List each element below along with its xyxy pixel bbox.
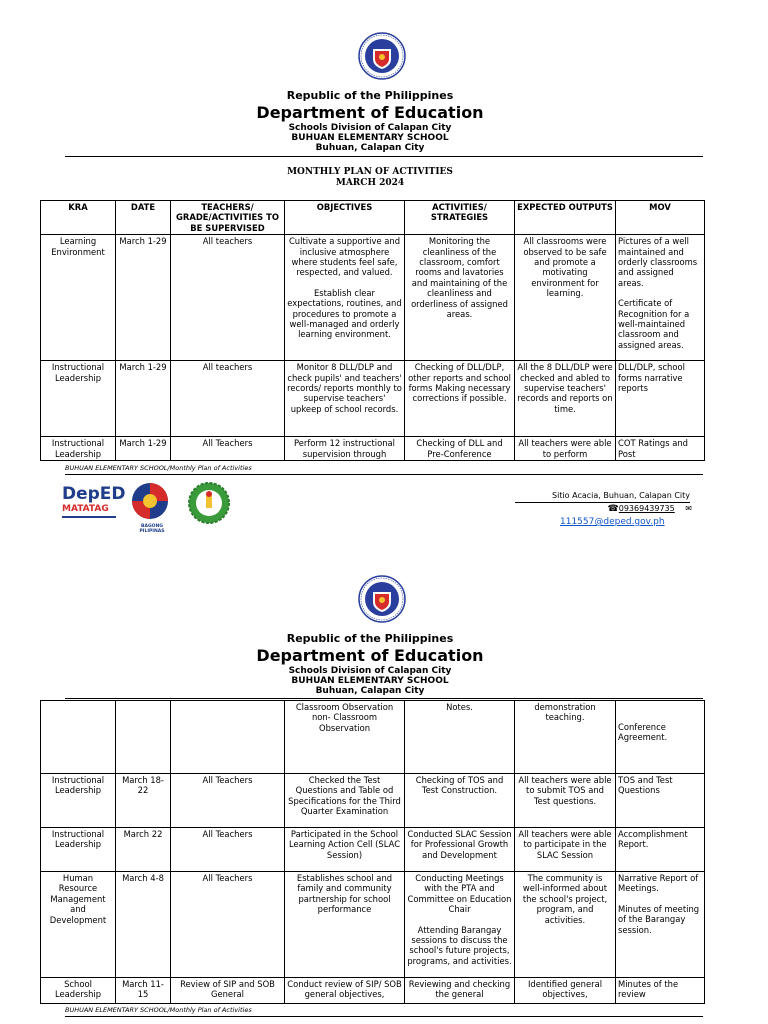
cell-paragraph: COT Ratings and Post xyxy=(618,438,689,459)
department-heading: Department of Education xyxy=(256,103,484,122)
cell-paragraph: Checked the Test Questions and Table od Specifications for the Third Quarter Examination xyxy=(288,775,401,817)
cell-paragraph xyxy=(618,702,702,712)
footer-phone-line xyxy=(470,504,692,514)
cell-activities xyxy=(405,872,515,978)
plan-title: MONTHLY PLAN OF ACTIVITIES xyxy=(287,167,453,177)
cell-paragraph: Identified general objectives, xyxy=(527,979,603,1000)
cell-paragraph: TOS and Test Questions xyxy=(618,775,673,796)
cell-activities xyxy=(405,978,515,1004)
cell-paragraph: All teachers were able to perform xyxy=(518,438,612,459)
table-row xyxy=(41,235,705,361)
plan-table-page-1 xyxy=(40,200,705,461)
cell-kra: School Leadership xyxy=(41,978,116,1004)
cell-date: March 1-29 xyxy=(116,361,171,437)
footer-doc-title: BUHUAN ELEMENTARY SCHOOL/Monthly Plan of Activities xyxy=(65,464,252,472)
cell-paragraph: Conducting Meetings with the PTA and Committee on Education Chair xyxy=(407,873,512,915)
cell-outputs xyxy=(515,872,616,978)
cell-paragraph: Classroom Observation non- Classroom Observation xyxy=(295,702,394,733)
cell-paragraph: Perform 12 instructional supervision through xyxy=(294,438,395,459)
cell-date: March 4-8 xyxy=(116,872,171,978)
deped-seal-icon xyxy=(358,32,406,80)
cell-paragraph: All classrooms were observed to be safe and promote a motivating environment for learning. xyxy=(523,236,607,299)
table-row xyxy=(41,774,705,828)
footer-rule xyxy=(65,1016,703,1017)
header-activities: ACTIVITIES/ STRATEGIES xyxy=(405,201,515,235)
cell-date xyxy=(116,701,171,774)
footer-address: Sitio Acacia, Buhuan, Calapan City xyxy=(552,491,690,500)
phone-icon: ☎ xyxy=(607,504,619,514)
bagong-pilipinas-icon xyxy=(128,482,172,520)
table-body-page-1 xyxy=(41,235,705,461)
cell-teachers xyxy=(171,701,285,774)
cell-teachers: All teachers xyxy=(171,235,285,361)
cell-teachers: All Teachers xyxy=(171,872,285,978)
cell-mov xyxy=(616,828,705,872)
table-row xyxy=(41,361,705,437)
header-objectives: OBJECTIVES xyxy=(285,201,405,235)
cell-outputs xyxy=(515,978,616,1004)
cell-date: March 18-22 xyxy=(116,774,171,828)
cell-mov xyxy=(616,872,705,978)
header-rule xyxy=(65,698,703,699)
division-heading: Schools Division of Calapan City xyxy=(288,666,452,676)
cell-paragraph: Minutes of the review xyxy=(618,979,679,1000)
cell-outputs xyxy=(515,361,616,437)
cell-teachers: All teachers xyxy=(171,361,285,437)
table-row xyxy=(41,978,705,1004)
bagong-pilipinas-logo xyxy=(128,482,176,534)
header-kra: KRA xyxy=(41,201,116,235)
cell-kra xyxy=(41,701,116,774)
cell-outputs xyxy=(515,701,616,774)
school-heading: BUHUAN ELEMENTARY SCHOOL xyxy=(291,133,449,143)
cell-paragraph: Monitor 8 DLL/DLP and check pupils' and teachers' records/ reports monthly to supervise teachers' upkeep of school records. xyxy=(287,362,402,414)
table-row xyxy=(41,437,705,461)
school-logo-icon xyxy=(186,482,232,524)
cell-paragraph: Establish clear expectations, routines, and procedures to promote a well-managed and orderly learning environment. xyxy=(287,287,402,340)
cell-paragraph: Certificate of Recognition for a well-maintained classroom and assigned areas. xyxy=(618,298,690,350)
cell-mov xyxy=(616,437,705,461)
cell-paragraph: Conducted SLAC Session for Professional Growth and Development xyxy=(407,829,512,860)
cell-mov xyxy=(616,235,705,361)
plan-month: MARCH 2024 xyxy=(335,178,405,188)
cell-kra: Human Resource Management and Development xyxy=(41,872,116,978)
plan-table-page-2 xyxy=(40,700,705,1004)
cell-paragraph: Conference Agreement. xyxy=(618,722,668,743)
cell-paragraph: Cultivate a supportive and inclusive atmosphere where students feel safe, respected, and valued. xyxy=(288,236,401,278)
cell-kra: Learning Environment xyxy=(41,235,116,361)
table-row xyxy=(41,872,705,978)
header-mov: MOV xyxy=(616,201,705,235)
cell-activities xyxy=(405,774,515,828)
republic-heading: Republic of the Philippines xyxy=(286,632,454,645)
cell-outputs xyxy=(515,235,616,361)
division-heading: Schools Division of Calapan City xyxy=(288,123,452,133)
header-outputs: EXPECTED OUTPUTS xyxy=(515,201,616,235)
cell-teachers: All Teachers xyxy=(171,437,285,461)
cell-objectives xyxy=(285,701,405,774)
cell-paragraph: Pictures of a well maintained and orderly classrooms and assigned areas. xyxy=(618,236,698,288)
cell-paragraph: Minutes of meeting of the Barangay session. xyxy=(618,903,700,935)
cell-mov xyxy=(616,361,705,437)
cell-outputs xyxy=(515,774,616,828)
cell-mov xyxy=(616,978,705,1004)
address-heading: Buhuan, Calapan City xyxy=(315,686,425,696)
deped-matatag-logo xyxy=(62,484,124,526)
cell-paragraph: Attending Barangay sessions to discuss the school's future projects, programs, and activities. xyxy=(407,924,512,966)
deped-seal-icon xyxy=(358,575,406,623)
footer-email[interactable]: 111557@deped.gov.ph xyxy=(560,517,665,527)
cell-activities xyxy=(405,828,515,872)
cell-date: March 11-15 xyxy=(116,978,171,1004)
cell-paragraph: Accomplishment Report. xyxy=(618,829,688,850)
cell-objectives xyxy=(285,235,405,361)
cell-paragraph: Narrative Report of Meetings. xyxy=(618,873,699,894)
cell-paragraph: demonstration teaching. xyxy=(534,702,596,723)
table-header-row xyxy=(41,201,705,235)
school-heading: BUHUAN ELEMENTARY SCHOOL xyxy=(291,676,449,686)
cell-objectives xyxy=(285,978,405,1004)
cell-objectives xyxy=(285,872,405,978)
cell-paragraph: All teachers were able to submit TOS and Test questions. xyxy=(518,775,612,806)
cell-teachers: All Teachers xyxy=(171,774,285,828)
cell-objectives xyxy=(285,774,405,828)
header-date: DATE xyxy=(116,201,171,235)
footer-phone: 09369439735 xyxy=(618,504,675,513)
cell-objectives xyxy=(285,361,405,437)
deped-logo-text: DepED xyxy=(62,484,126,504)
cell-activities xyxy=(405,701,515,774)
cell-paragraph: Establishes school and family and community partnership for school performance xyxy=(296,873,393,915)
matatag-logo-text: MATATAG xyxy=(62,504,109,514)
cell-teachers: Review of SIP and SOB General xyxy=(171,978,285,1004)
cell-mov xyxy=(616,774,705,828)
cell-paragraph: Participated in the School Learning Action Cell (SLAC Session) xyxy=(288,829,401,860)
cell-outputs xyxy=(515,828,616,872)
cell-paragraph: Checking of TOS and Test Construction. xyxy=(415,775,504,796)
cell-objectives xyxy=(285,437,405,461)
table-row xyxy=(41,701,705,774)
cell-outputs xyxy=(515,437,616,461)
cell-date: March 1-29 xyxy=(116,437,171,461)
cell-activities xyxy=(405,437,515,461)
mail-icon: ✉ xyxy=(685,504,692,513)
department-heading: Department of Education xyxy=(256,646,484,665)
table-body-page-2 xyxy=(41,701,705,1004)
cell-paragraph: All the 8 DLL/DLP were checked and abled to supervise teachers' records and reports on time. xyxy=(517,362,613,414)
bagong-pilipinas-text: BAGONG PILIPINAS xyxy=(139,524,165,534)
header-rule xyxy=(65,156,703,157)
cell-mov xyxy=(616,701,705,774)
cell-activities xyxy=(405,361,515,437)
cell-kra: Instructional Leadership xyxy=(41,828,116,872)
cell-paragraph: Checking of DLL/DLP, other reports and school forms Making necessary corrections if possible. xyxy=(408,362,511,404)
cell-paragraph: Monitoring the cleanliness of the classroom, comfort rooms and lavatories and maintaining of the cleanliness and orderliness of assigned areas. xyxy=(411,236,508,320)
cell-paragraph: All teachers were able to participate in the SLAC Session xyxy=(518,829,612,860)
footer-doc-title: BUHUAN ELEMENTARY SCHOOL/Monthly Plan of Activities xyxy=(65,1006,252,1014)
cell-kra: Instructional Leadership xyxy=(41,361,116,437)
cell-paragraph: DLL/DLP, school forms narrative reports xyxy=(618,362,685,394)
cell-activities xyxy=(405,235,515,361)
cell-date: March 22 xyxy=(116,828,171,872)
cell-paragraph: The community is well-informed about the school's project, program, and activities. xyxy=(522,873,608,925)
table-row xyxy=(41,828,705,872)
cell-kra: Instructional Leadership xyxy=(41,774,116,828)
header-teachers: TEACHERS/ GRADE/ACTIVITIES TO BE SUPERVISED xyxy=(171,201,285,235)
cell-objectives xyxy=(285,828,405,872)
cell-paragraph: Reviewing and checking the general xyxy=(408,979,511,1000)
cell-date: March 1-29 xyxy=(116,235,171,361)
footer-rule xyxy=(65,474,703,475)
cell-paragraph: Conduct review of SIP/ SOB general objectives, xyxy=(287,979,402,1000)
cell-paragraph: Checking of DLL and Pre-Conference xyxy=(416,438,503,459)
republic-heading: Republic of the Philippines xyxy=(286,89,454,102)
cell-paragraph: Notes. xyxy=(446,702,473,712)
address-heading: Buhuan, Calapan City xyxy=(315,143,425,153)
cell-kra: Instructional Leadership xyxy=(41,437,116,461)
cell-teachers: All Teachers xyxy=(171,828,285,872)
